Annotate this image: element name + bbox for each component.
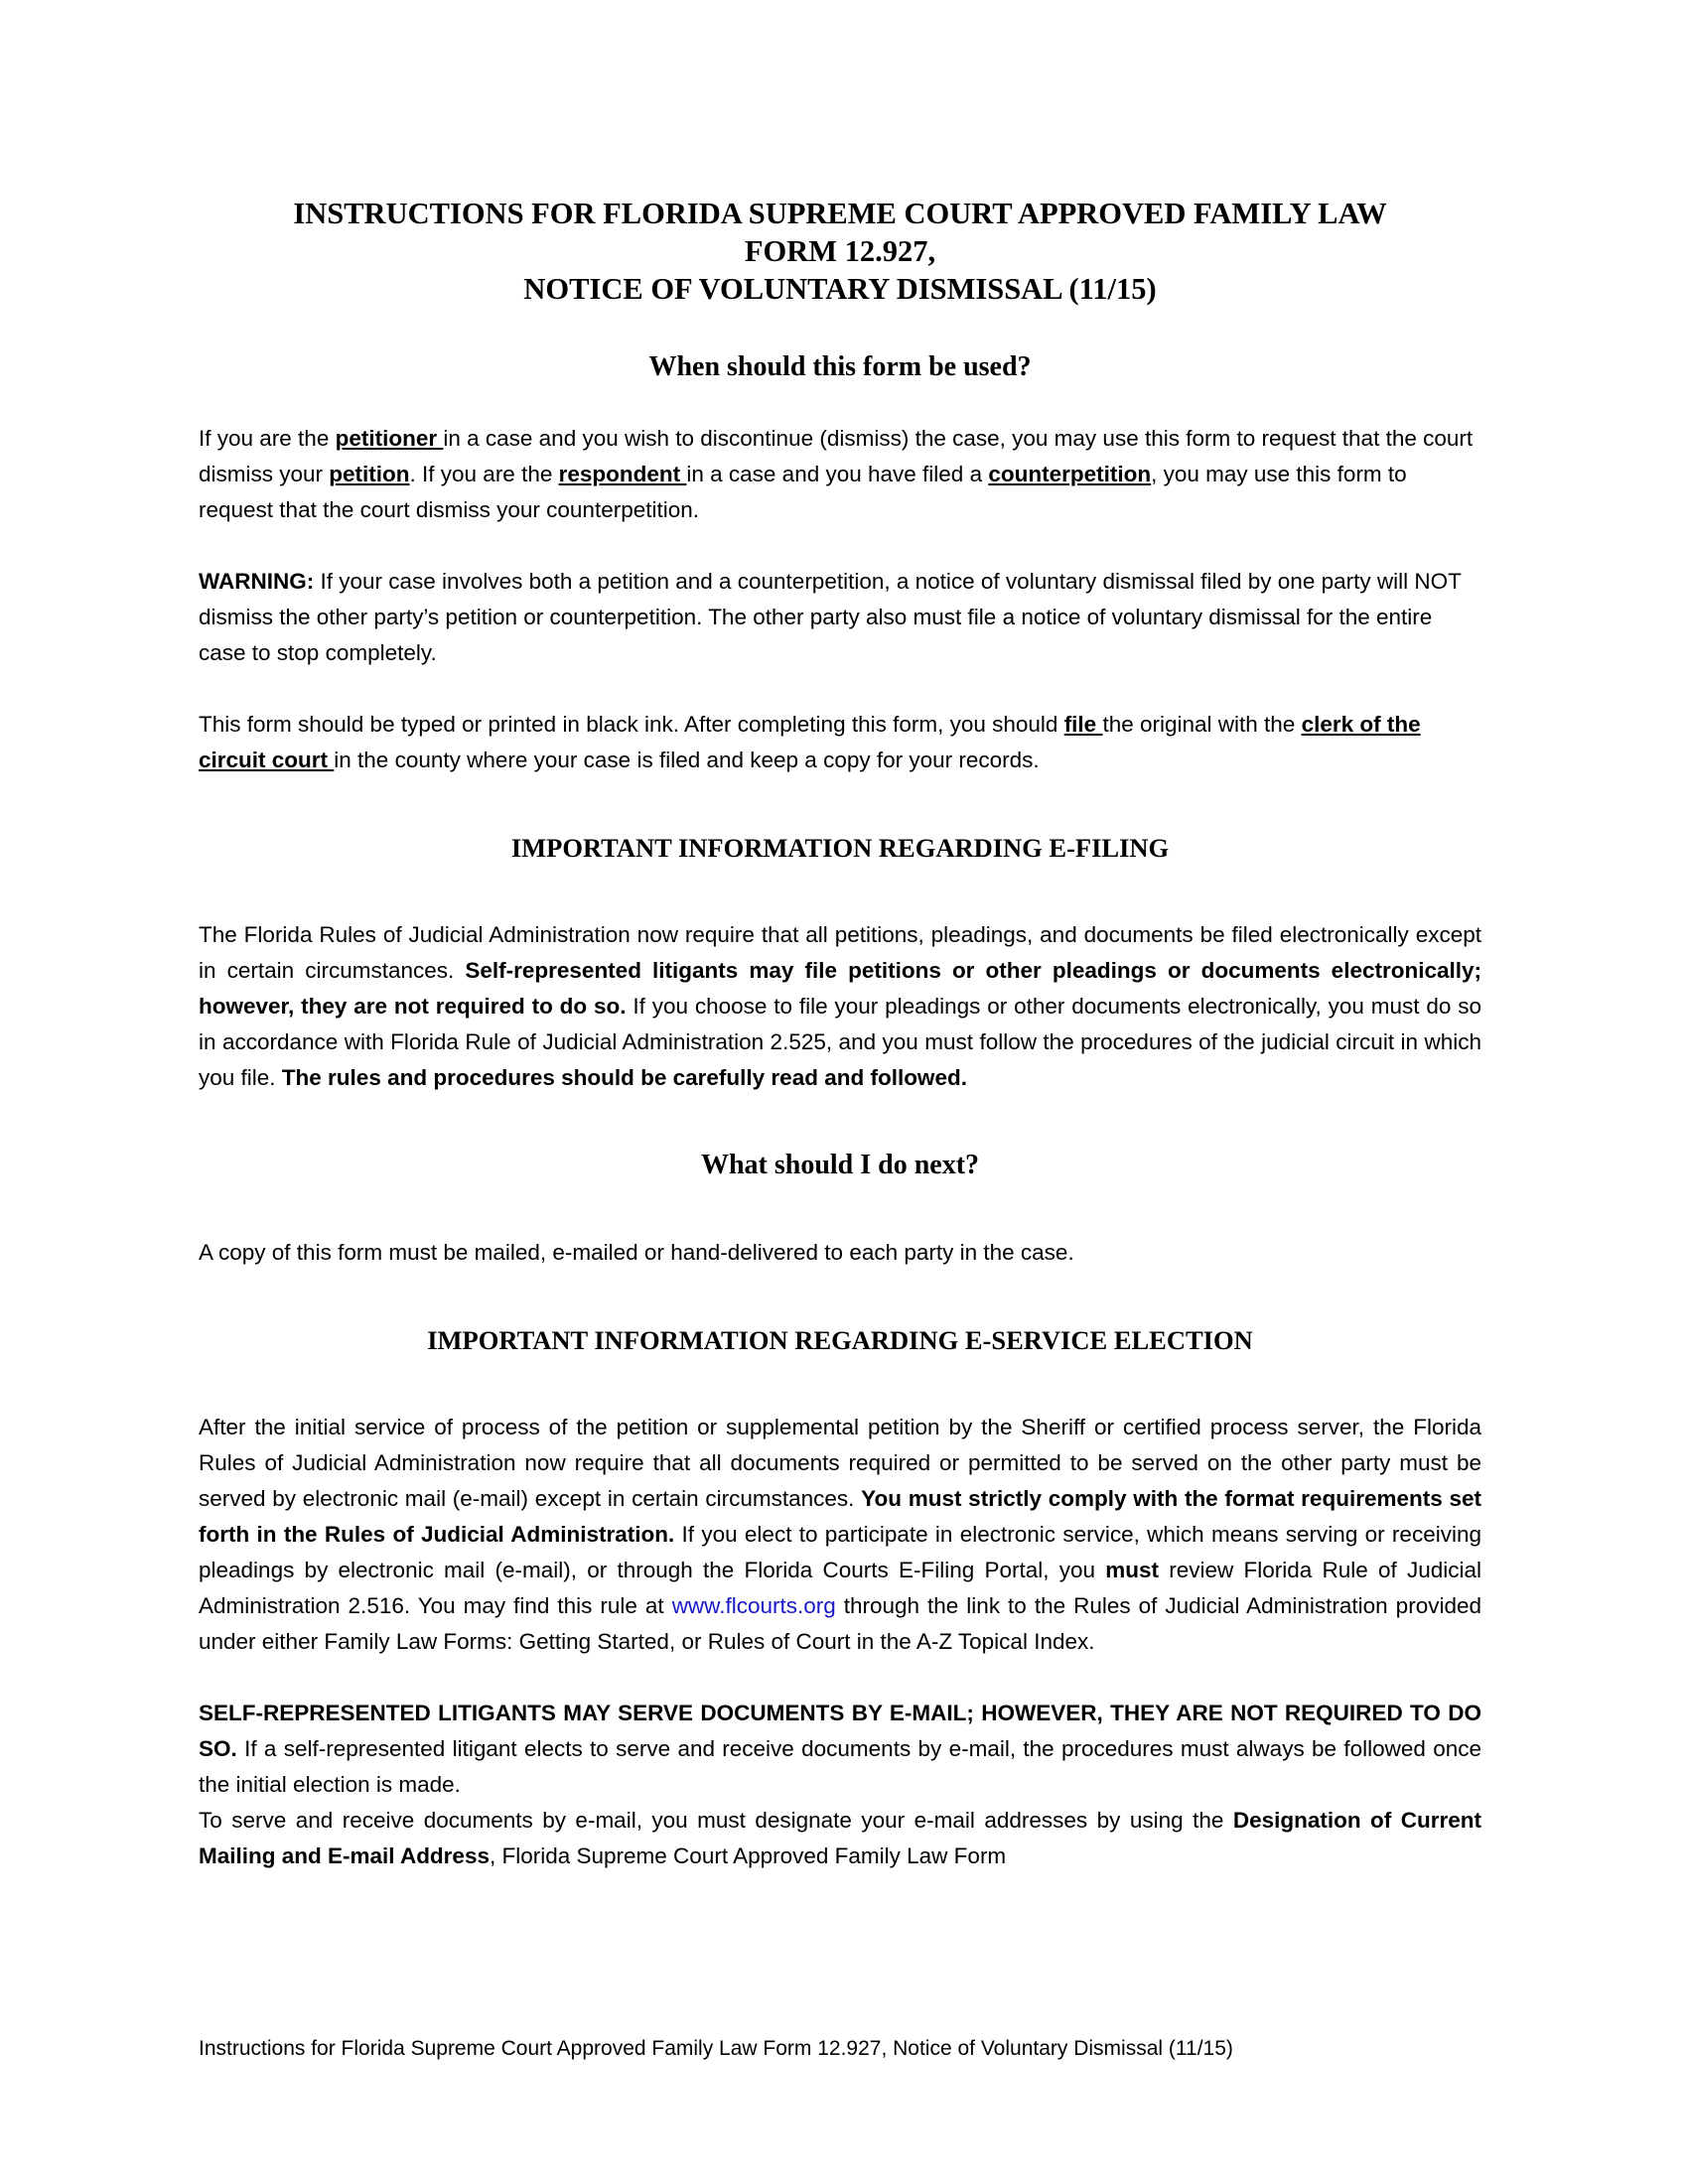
paragraph-efiling [199, 917, 1481, 1096]
paragraph-self-represented-serve [199, 1696, 1481, 1803]
text-fragment: . If you are the [409, 462, 559, 486]
title-line-1: INSTRUCTIONS FOR FLORIDA SUPREME COURT APPROVED FAMILY LAW [293, 197, 1387, 230]
text-fragment: If you elect to participate in electronic service, which means serving or receiving pleadings by electronic mail (e-mail), or through the Florida Courts E-Filing Portal, you [199, 1522, 1481, 1582]
paragraph-eservice-intro [199, 1410, 1481, 1660]
text-fragment: To serve and receive documents by e-mail, you must designate your e-mail addresses by using the [199, 1808, 1233, 1833]
text-fragment: , Florida Supreme Court Approved Family Law Form [489, 1843, 1007, 1868]
spacer [199, 385, 1481, 421]
spacer [199, 778, 1481, 830]
text-fragment: in a case and you wish to discontinue (dismiss) the case, you may use this form to request that the court dismiss your [199, 426, 1474, 486]
title-line-3: NOTICE OF VOLUNTARY DISMISSAL (11/15) [523, 272, 1157, 306]
paragraph-warning [199, 564, 1481, 671]
heading-important-information-regarding-e-filing: IMPORTANT INFORMATION REGARDING E-FILING [510, 833, 1170, 863]
heading-what-should-i-do-next: What should I do next? [700, 1150, 980, 1180]
term-counterpetition: counterpetition [988, 462, 1152, 486]
paragraph-typed-printed [199, 707, 1481, 778]
text-fragment: If a self-represented litigant elects to serve and receive documents by e-mail, the procedures must always be followed once the initial election is made. [199, 1736, 1481, 1797]
text-fragment: through the link to the Rules of Judicial Administration provided under either Family Law Forms: Getting Started, or Rules of Court in the A-Z Topical Index. [199, 1593, 1481, 1654]
text-fragment: review Florida Rule of Judicial Administration 2.516. You may find this rule at [199, 1558, 1481, 1618]
term-petition: petition [329, 462, 410, 486]
emphasis-self-represented-may-file: Self-represented litigants may file petitions or other pleadings or documents electronically; however, they are not required to do so. [199, 958, 1482, 1019]
text-fragment: The Florida Rules of Judicial Administration now require that all petitions, pleadings, and documents be filed electronically except in certain circumstances. [199, 922, 1481, 983]
spacer [199, 528, 1481, 564]
page-footer: Instructions for Florida Supreme Court Approved Family Law Form 12.927, Notice of Voluntary Dismissal (11/15) [199, 2037, 1233, 2060]
heading-important-information-regarding-e-service-election: IMPORTANT INFORMATION REGARDING E-SERVICE ELECTION [427, 1325, 1253, 1355]
page-title [199, 195, 1481, 308]
spacer [199, 671, 1481, 707]
spacer [199, 1096, 1481, 1148]
text-fragment: After the initial service of process of the petition or supplemental petition by the Sheriff or certified process server, the Florida Rules of Judicial Administration now require that all documents required or permitted to be served on the other party must be served by electronic mail (e-mail) except in certain circumstances. [199, 1415, 1481, 1511]
term-petitioner: petitioner [335, 426, 444, 451]
text-fragment: in a case and you have filed a [686, 462, 989, 486]
term-clerk-of-the-circuit-court: clerk of the circuit court [199, 712, 1421, 772]
spacer [199, 1660, 1481, 1696]
paragraph-copy-must-be-mailed: A copy of this form must be mailed, e-mailed or hand-delivered to each party in the case. [199, 1240, 1074, 1265]
text-fragment: If you choose to file your pleadings or other documents electronically, you must do so in accordance with Florida Rule of Judicial Administration 2.525, and you must follow the procedures of the judicial circuit in which you file. [199, 994, 1481, 1090]
text-fragment: This form should be typed or printed in black ink. After completing this form, you should [199, 712, 1064, 737]
emphasis-must: must [1105, 1558, 1160, 1582]
warning-label: WARNING: [199, 569, 315, 594]
text-fragment: If you are the [199, 426, 336, 451]
text-fragment: If your case involves both a petition and a counterpetition, a notice of voluntary dismissal filed by one party will NOT dismiss the other party’s petition or counterpetition. The other party also must file a notice of voluntary dismissal for the entire case to stop completely. [199, 569, 1462, 665]
text-fragment: in the county where your case is filed and keep a copy for your records. [334, 748, 1040, 772]
title-line-2: FORM 12.927, [744, 234, 936, 268]
document-content [199, 195, 1481, 1874]
term-file: file [1063, 712, 1103, 737]
spacer [199, 1271, 1481, 1322]
spacer [199, 1358, 1481, 1410]
heading-when-should-this-form-be-used: When should this form be used? [648, 351, 1032, 382]
paragraph-designate-email [199, 1803, 1481, 1874]
paragraph-when-used-intro [199, 421, 1481, 528]
emphasis-designation-form-name: Designation of Current Mailing and E-mail Address [199, 1808, 1481, 1868]
spacer [199, 1183, 1481, 1235]
emphasis-rules-read-and-followed: The rules and procedures should be carefully read and followed. [281, 1065, 967, 1090]
spacer [199, 308, 1481, 349]
text-fragment: , you may use this form to request that the court dismiss your counterpetition. [199, 462, 1407, 522]
emphasis-strictly-comply: You must strictly comply with the format requirements set forth in the Rules of Judicial Administration. [199, 1486, 1481, 1547]
text-fragment: the original with the [1102, 712, 1302, 737]
flcourts-link[interactable]: www.flcourts.org [671, 1593, 836, 1618]
term-respondent: respondent [558, 462, 687, 486]
spacer [199, 866, 1481, 917]
emphasis-self-represented-may-serve: SELF-REPRESENTED LITIGANTS MAY SERVE DOCUMENTS BY E-MAIL; HOWEVER, THEY ARE NOT REQUIRED TO DO SO. [199, 1701, 1481, 1761]
